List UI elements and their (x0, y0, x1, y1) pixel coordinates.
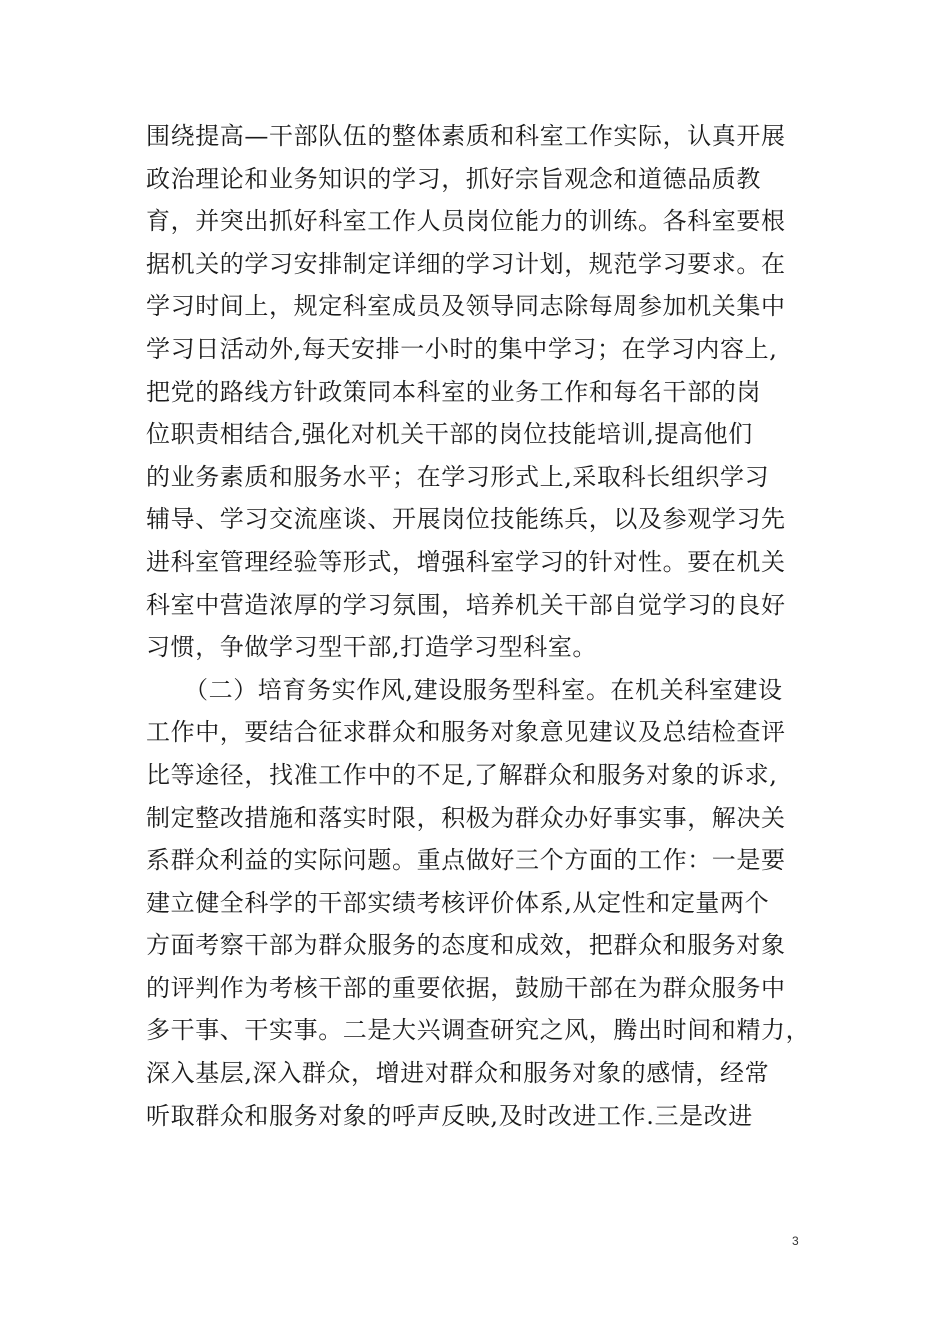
text-line: 比等途径，找准工作中的不足,了解群众和服务对象的诉求, (146, 760, 778, 789)
text-line: 把党的路线方针政策同本科室的业务工作和每名干部的岗 (146, 377, 761, 406)
section-heading-line: （二）培育务实作风,建设服务型科室。在机关科室建设 (184, 675, 783, 704)
text-line: 习惯，争做学习型干部,打造学习型科室。 (146, 633, 598, 662)
text-line: 位职责相结合,强化对机关干部的岗位技能培训,提高他们 (146, 420, 753, 449)
text-line: 的评判作为考核干部的重要依据，鼓励干部在为群众服务中 (146, 973, 786, 1002)
page-number: 3 (792, 1234, 799, 1248)
text-line: 学习日活动外,每天安排一小时的集中学习；在学习内容上, (146, 334, 778, 363)
text-line: 育，并突出抓好科室工作人员岗位能力的训练。各科室要根 (146, 207, 786, 236)
text-line: 学习时间上，规定科室成员及领导同志除每周参加机关集中 (146, 292, 786, 321)
text-line: 听取群众和服务对象的呼声反映,及时改进工作.三是改进 (146, 1101, 753, 1130)
text-line: 多干事、干实事。二是大兴调查研究之风，腾出时间和精力， (146, 1016, 811, 1045)
text-line: 进科室管理经验等形式，增强科室学习的针对性。要在机关 (146, 547, 786, 576)
text-line: 建立健全科学的干部实绩考核评价体系,从定性和定量两个 (146, 888, 770, 917)
text-line: 据机关的学习安排制定详细的学习计划，规范学习要求。在 (146, 249, 786, 278)
text-line: 方面考察干部为群众服务的态度和成效，把群众和服务对象 (146, 931, 786, 960)
text-line: 围绕提高—干部队伍的整体素质和科室工作实际，认真开展 (146, 122, 786, 150)
text-line: 制定整改措施和落实时限，积极为群众办好事实事，解决关 (146, 803, 786, 832)
text-line: 系群众利益的实际问题。重点做好三个方面的工作：一是要 (146, 846, 786, 875)
text-line: 深入基层,深入群众，增进对群众和服务对象的感情，经常 (146, 1059, 770, 1088)
text-line: 工作中，要结合征求群众和服务对象意见建议及总结检查评 (146, 718, 786, 747)
text-line: 科室中营造浓厚的学习氛围，培养机关干部自觉学习的良好 (146, 590, 786, 619)
text-line: 辅导、学习交流座谈、开展岗位技能练兵，以及参观学习先 (146, 505, 786, 534)
body-text (146, 115, 836, 1137)
text-line: 的业务素质和服务水平；在学习形式上,采取科长组织学习 (146, 462, 770, 491)
text-line: 政治理论和业务知识的学习，抓好宗旨观念和道德品质教 (146, 164, 761, 193)
